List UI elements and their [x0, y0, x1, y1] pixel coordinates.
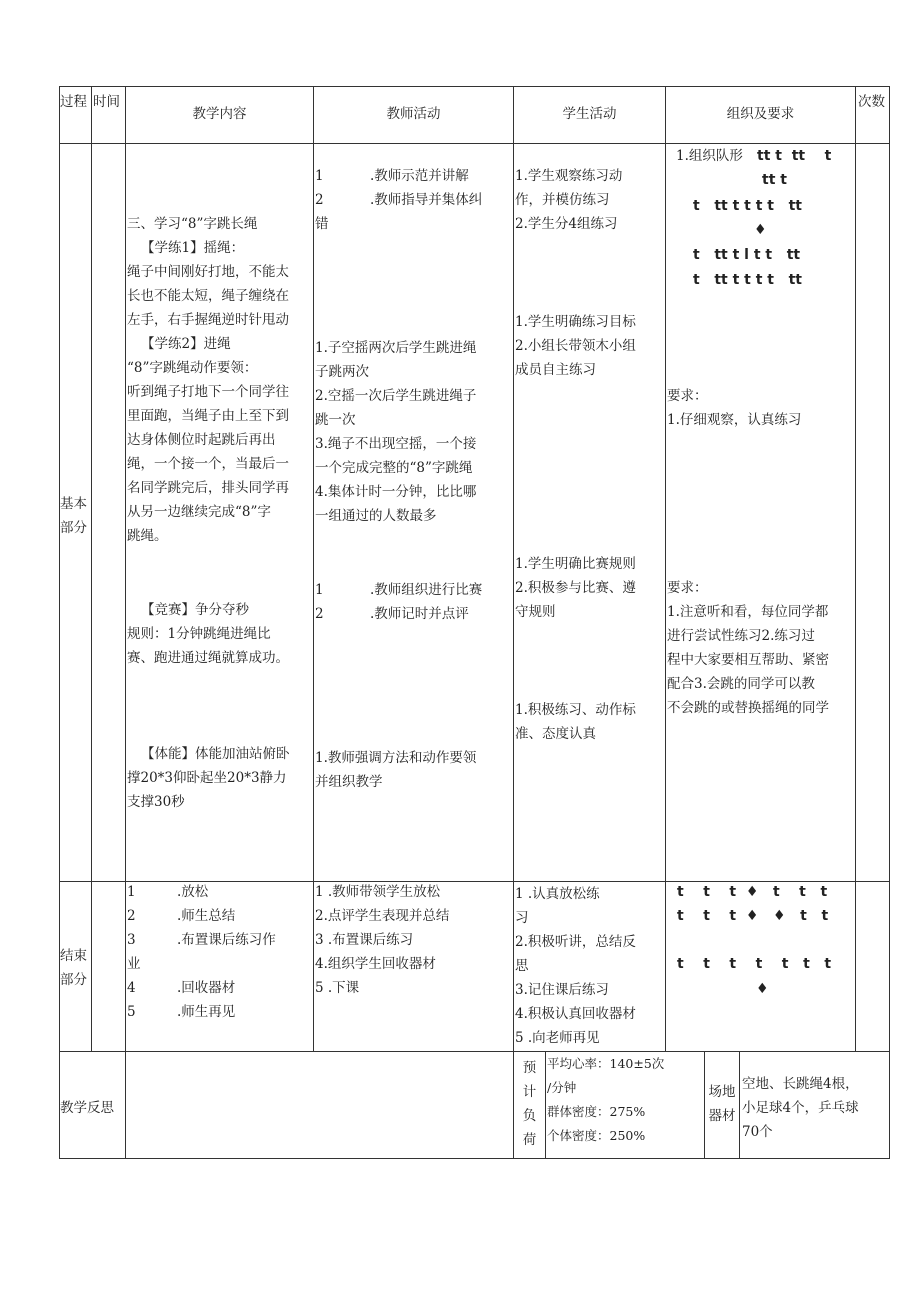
teacher-demo-list [315, 164, 482, 236]
text-line: 程中大家要相互帮助、紧密 [667, 652, 829, 668]
teacher-demo-item: 2 .教师指导并集体纠 [315, 192, 483, 208]
formation-row: tt t tt t [757, 148, 832, 164]
text-line: 5 .下课 [315, 980, 360, 996]
teacher-jump-steps [315, 336, 476, 528]
text-line: 1 .认真放松练 [515, 886, 600, 902]
header-teacher: 教师活动 [386, 106, 441, 122]
text-line: 跳绳。 [127, 528, 168, 544]
student-observe [515, 164, 622, 236]
formation-row: ♦ [754, 222, 767, 238]
text-line: 并组织教学 [315, 774, 383, 790]
content-lesson-8-jump [127, 212, 289, 548]
text-line: 子跳两次 [315, 364, 369, 380]
text-line: 4.集体计时一分钟，比比哪 [315, 484, 477, 500]
text-line: 长也不能太短，绳子缠绕在 [127, 288, 289, 304]
text-line: 【学练2】进绳 [141, 336, 231, 352]
text-line: 群体密度：275% [547, 1104, 646, 1119]
text-line: 计 [522, 1084, 537, 1100]
text-line: 达身体侧位时起跳后再出 [127, 432, 276, 448]
header-time: 时间 [93, 94, 120, 110]
teacher-competition-item: 1 .教师组织进行比赛 [315, 582, 483, 598]
ending-content-item: 4 .回收器材 [127, 980, 236, 996]
text-line: 4.积极认真回收器材 [515, 1006, 636, 1022]
teacher-competition-list [315, 578, 482, 626]
text-line: 规则：1分钟跳绳进绳比 [127, 626, 271, 642]
header-content: 教学内容 [192, 106, 247, 122]
content-competition [127, 598, 289, 670]
ending-formation-row: t t t t t t t [677, 956, 832, 972]
ending-label-2: 部分 [60, 972, 87, 988]
text-line: 准、态度认真 [515, 726, 596, 742]
text-line: 1.学生明确比赛规则 [515, 556, 636, 572]
student-competition [515, 552, 636, 624]
text-line: 不会跳的或替换摇绳的同学 [667, 700, 829, 716]
student-goal [515, 310, 636, 382]
org-intro: 1.组织队形 [676, 148, 743, 164]
basic-label-2: 部分 [60, 520, 87, 536]
text-line: “8”字跳绳动作要领： [127, 360, 258, 376]
text-line: 2.积极参与比赛、遵 [515, 580, 636, 596]
text-line: 2.点评学生表现并总结 [315, 908, 450, 924]
reflection-label: 教学反思 [60, 1100, 114, 1116]
venue-values [742, 1072, 859, 1144]
text-line: 支撑30秒 [127, 794, 185, 810]
text-line: 70个 [742, 1124, 773, 1140]
text-line: 一组通过的人数最多 [315, 508, 437, 524]
text-line: 3.记住课后练习 [515, 982, 609, 998]
text-line: 个体密度：250% [547, 1128, 646, 1143]
content-fitness [127, 742, 290, 814]
formation-row: t tt t t t t tt [693, 198, 802, 214]
formation-row: t tt t t t t tt [693, 272, 802, 288]
formation-row: t tt t l t t tt [693, 247, 801, 263]
text-line: 场地 [708, 1084, 736, 1100]
text-line: 【学练1】摇绳： [141, 240, 245, 256]
text-line: 2.学生分4组练习 [515, 216, 618, 232]
ending-label-1: 结束 [60, 948, 87, 964]
text-line: 配合3.会跳的同学可以教 [667, 676, 815, 692]
text-line: 撑20*3仰卧起坐20*3静力 [127, 770, 287, 786]
text-line: 2.积极听讲，总结反 [515, 934, 636, 950]
text-line: 作，并模仿练习 [515, 192, 610, 208]
ending-content-item: 业 [127, 956, 141, 972]
text-line: 守规则 [515, 604, 556, 620]
teacher-competition-item: 2 .教师记时并点评 [315, 606, 469, 622]
text-line: 平均心率：140±5次 [547, 1056, 665, 1071]
text-line: 1.子空摇两次后学生跳进绳 [315, 340, 477, 356]
ending-formation-row: t t t ♦ ♦ t t [677, 908, 829, 924]
basic-label-1: 基本 [60, 496, 87, 512]
text-line: 1.仔细观察，认真练习 [667, 412, 802, 428]
text-line: 绳子中间刚好打地，不能太 [127, 264, 289, 280]
venue-label [705, 1080, 739, 1128]
ending-student-list [515, 882, 636, 1050]
ending-formation-row: t t t ♦ t t t [677, 884, 828, 900]
text-line: 进行尝试性练习2.练习过 [667, 628, 815, 644]
text-line: 里面跑，当绳子由上至下到 [127, 408, 289, 424]
text-line: 1.积极练习、动作标 [515, 702, 636, 718]
text-line: /分钟 [547, 1080, 577, 1095]
load-values [547, 1052, 664, 1148]
teacher-fitness [315, 746, 476, 794]
student-practice [515, 698, 636, 746]
ending-teacher-list [315, 880, 449, 1000]
formation-row: tt t [762, 172, 787, 188]
ending-content-item: 1 .放松 [127, 884, 209, 900]
load-label [514, 1056, 545, 1152]
text-line: 3 .布置课后练习 [315, 932, 414, 948]
teacher-demo-item: 1 .教师示范并讲解 [315, 168, 469, 184]
text-line: 1 .教师带领学生放松 [315, 884, 441, 900]
text-line: 跳一次 [315, 412, 356, 428]
text-line: 思 [515, 958, 529, 974]
ending-content-item: 5 .师生再见 [127, 1004, 236, 1020]
ending-formation-row: ♦ [756, 981, 769, 997]
teacher-demo-tail: 错 [315, 216, 329, 232]
ending-content-item: 3 .布置课后练习作 [127, 932, 276, 948]
text-line: 一个完成完整的“8”字跳绳 [315, 460, 473, 476]
org-req2-title: 要求： [667, 580, 708, 596]
text-line: 1.注意听和看，每位同学都 [667, 604, 829, 620]
text-line: 1.学生明确练习目标 [515, 314, 636, 330]
ending-content-item: 2 .师生总结 [127, 908, 236, 924]
text-line: 1.教师强调方法和动作要领 [315, 750, 477, 766]
text-line: 负 [522, 1108, 537, 1124]
text-line: 2.空摇一次后学生跳进绳子 [315, 388, 477, 404]
text-line: 预 [522, 1060, 537, 1076]
text-line: 3.绳子不出现空摇，一个接 [315, 436, 477, 452]
text-line: 器材 [708, 1108, 736, 1124]
text-line: 听到绳子打地下一个同学往 [127, 384, 289, 400]
org-req2 [667, 600, 829, 720]
text-line: 【竞赛】争分夺秒 [141, 602, 249, 618]
text-line: 成员自主练习 [515, 362, 596, 378]
text-line: 2.小组长带领木小组 [515, 338, 636, 354]
header-process: 过程 [60, 94, 87, 110]
text-line: 绳，一个接一个，当最后一 [127, 456, 289, 472]
org-req1 [667, 408, 801, 432]
text-line: 5 .向老师再见 [515, 1030, 600, 1046]
header-organization: 组织及要求 [726, 106, 795, 122]
text-line: 空地、长跳绳4根， [742, 1076, 859, 1092]
text-line: 【体能】体能加油站俯卧 [141, 746, 290, 762]
text-line: 1.学生观察练习动 [515, 168, 623, 184]
text-line: 从另一边继续完成“8”字 [127, 504, 271, 520]
text-line: 名同学跳完后，排头同学再 [127, 480, 289, 496]
org-req1-title: 要求： [667, 388, 708, 404]
text-line: 赛、跑进通过绳就算成功。 [127, 650, 289, 666]
text-line: 习 [515, 910, 529, 926]
text-line: 荷 [522, 1132, 537, 1148]
text-line: 小足球4个，乒乓球 [742, 1100, 859, 1116]
ending-content-list [127, 880, 276, 1024]
header-count: 次数 [858, 94, 885, 110]
header-student: 学生活动 [562, 106, 617, 122]
text-line: 4.组织学生回收器材 [315, 956, 436, 972]
text-line: 左手，右手握绳逆时针甩动 [127, 312, 289, 328]
text-line: 三、学习“8”字跳长绳 [127, 216, 258, 232]
